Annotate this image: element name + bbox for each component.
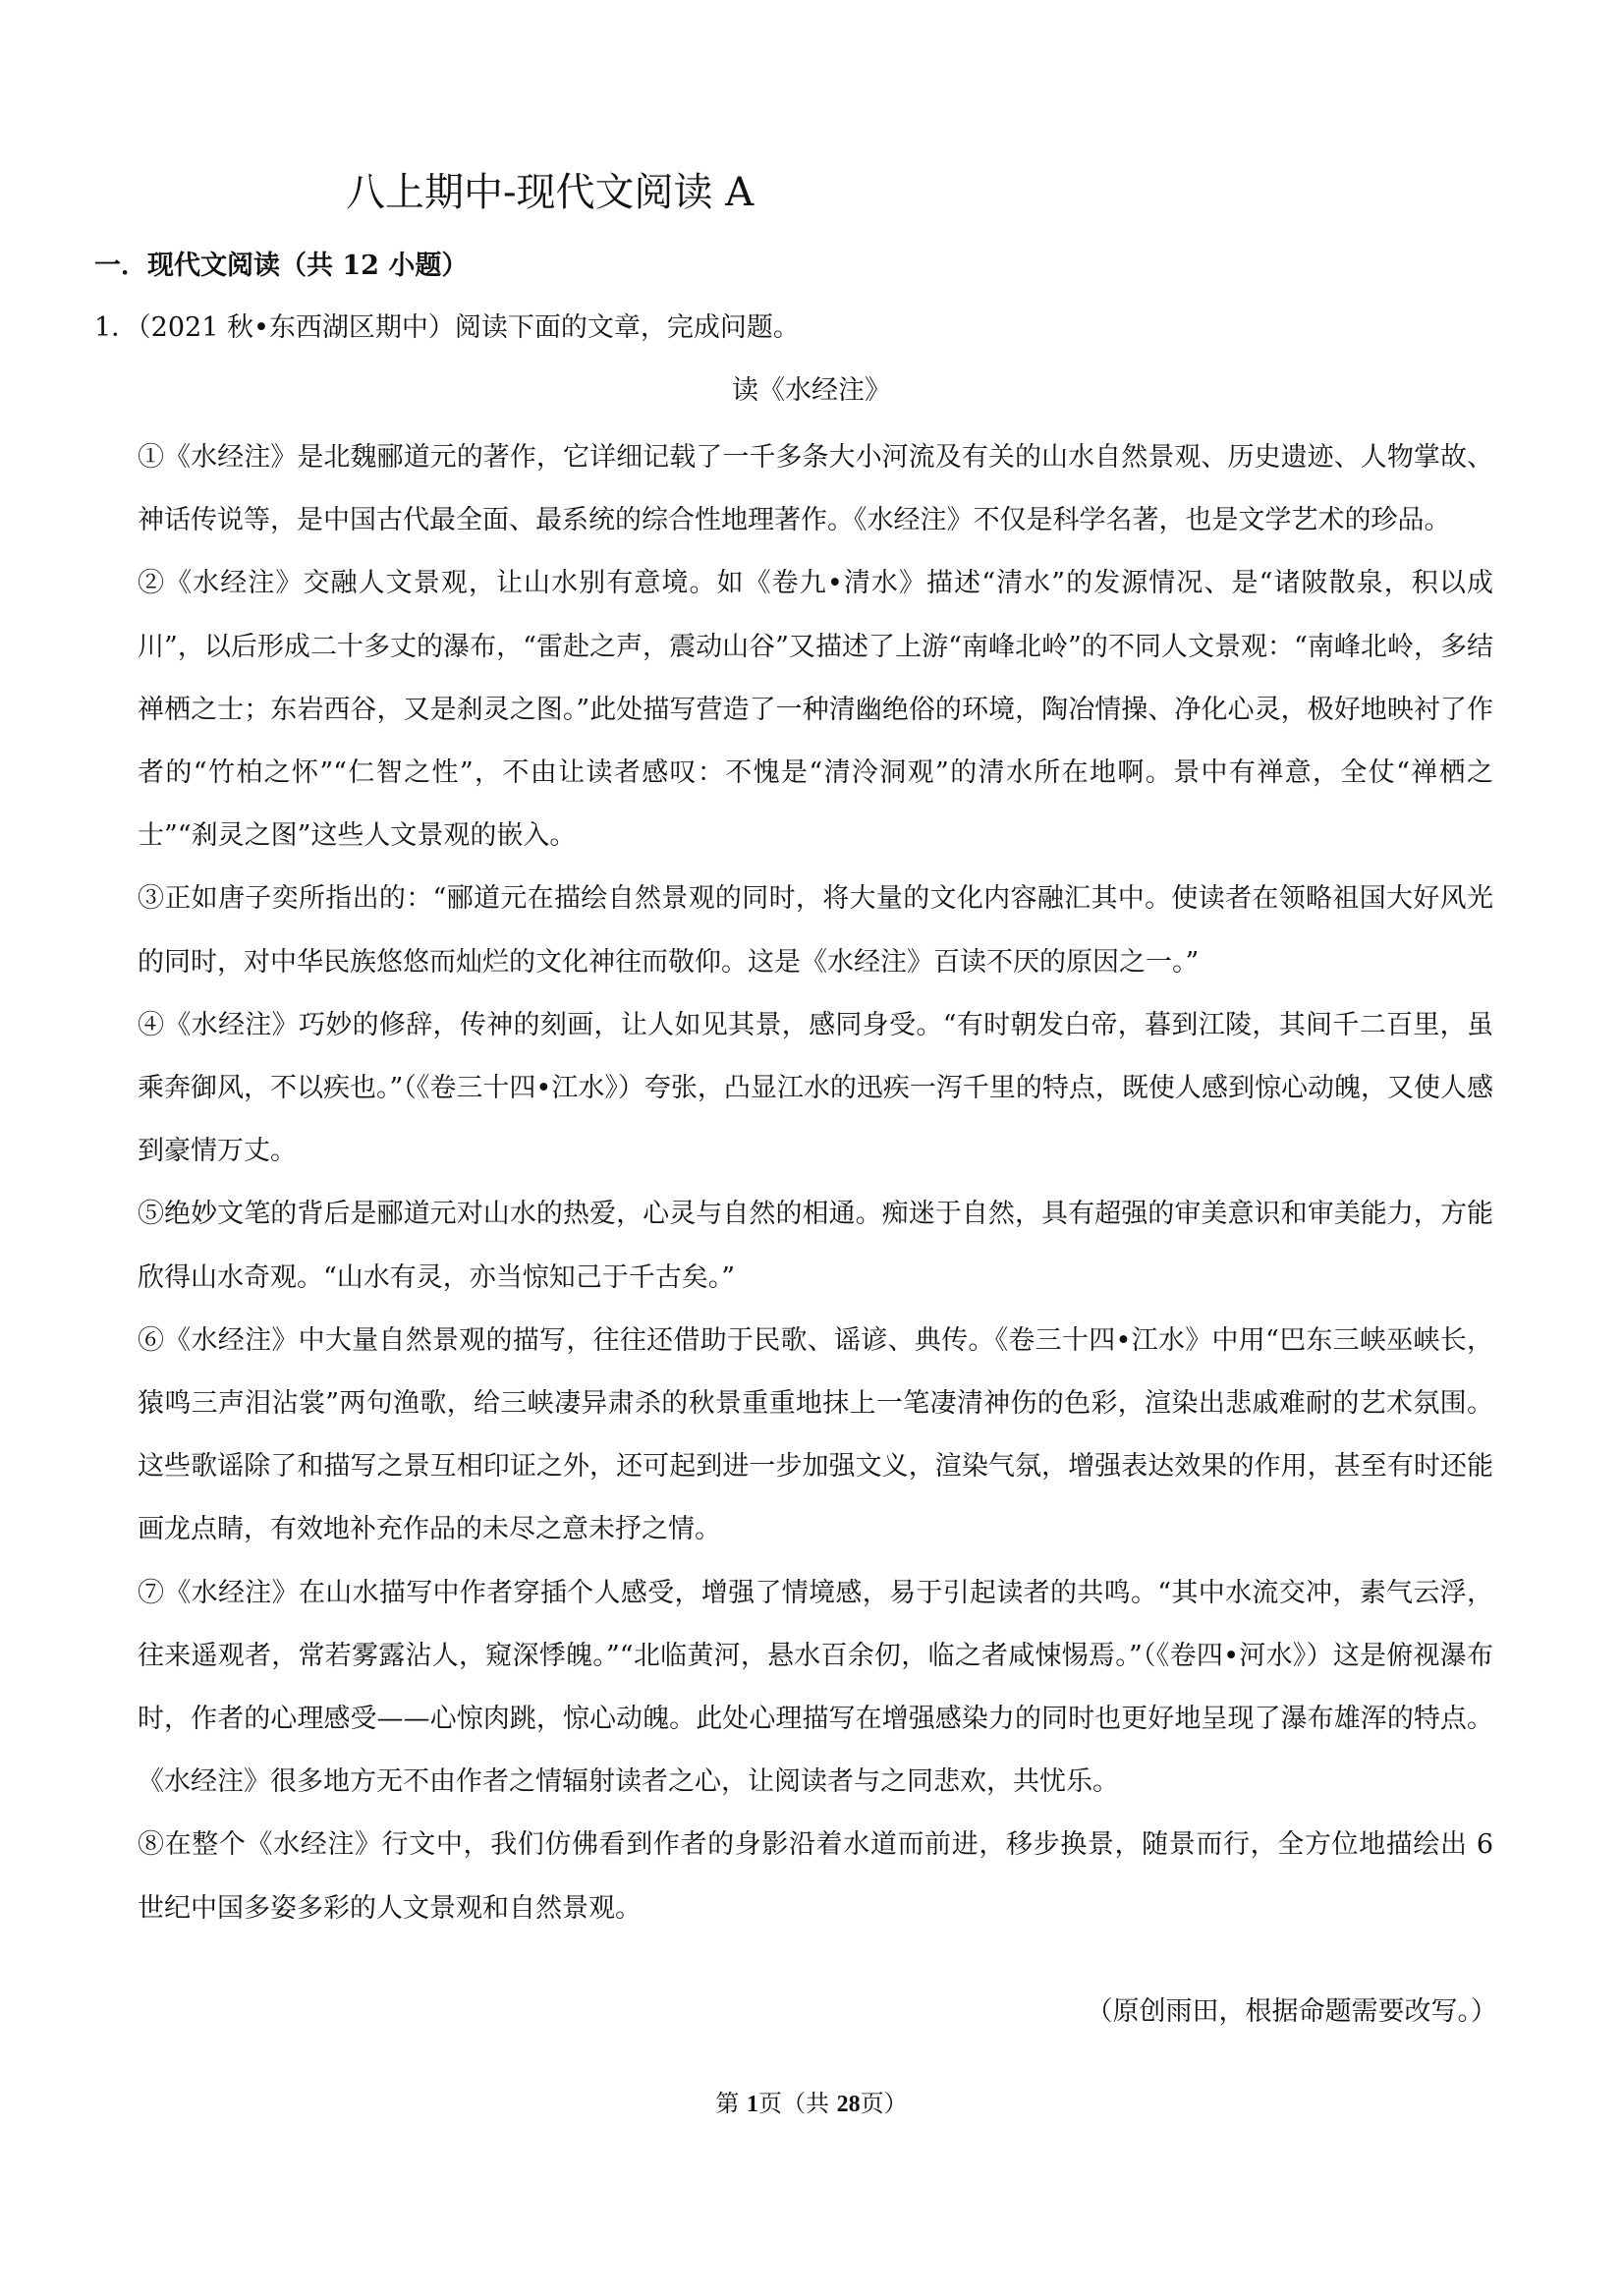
section-heading: 一．现代文阅读（共 12 小题） <box>94 251 469 281</box>
paragraph-2: ②《水经注》交融人文景观，让山水别有意境。如《卷九•清水》描述“清水”的发源情况、是“诸陂散泉，积以成川”，以后形成二十多丈的瀑布，“雷赴之声，震动山谷”又描述了上游“南峰北岭”的不同人文景观：“南峰北岭，多结禅栖之士；东岩西谷，又是刹灵之图。”此处描写营造了一种清幽绝俗的环境，陶冶情操、净化心灵，极好地映衬了作者的“竹柏之怀”“仁智之性”，不由让读者感叹：不愧是“清泠洞观”的清水所在地啊。景中有禅意，全仗“禅栖之士”“刹灵之图”这些人文景观的嵌入。 <box>138 568 1493 852</box>
paragraph-3: ③正如唐子奕所指出的：“郦道元在描绘自然景观的同时，将大量的文化内容融汇其中。使读者在领略祖国大好风光的同时，对中华民族悠悠而灿烂的文化神往而敬仰。这是《水经注》百读不厌的原因之一。” <box>138 883 1493 978</box>
paragraph-7: ⑦《水经注》在山水描写中作者穿插个人感受，增强了情境感，易于引起读者的共鸣。“其中水流交冲，素气云浮，往来遥观者，常若雾露沾人，窥深悸魄。”“北临黄河，悬水百余仞，临之者咸悚惕焉。”（《卷四•河水》）这是俯视瀑布时，作者的心理感受——心惊肉跳，惊心动魄。此处心理描写在增强感染力的同时也更好地呈现了瀑布雄浑的特点。《水经注》很多地方无不由作者之情辐射读者之心，让阅读者与之同悲欢，共忧乐。 <box>138 1577 1493 1798</box>
footer-middle: 页（共 <box>758 2090 837 2117</box>
question-intro: 1．（2021 秋•东西湖区期中）阅读下面的文章，完成问题。 <box>94 312 800 343</box>
page-footer <box>0 2088 1623 2120</box>
paragraph-8: ⑧在整个《水经注》行文中，我们仿佛看到作者的身影沿着水道而前进，移步换景，随景而行，全方位地描绘出 6 世纪中国多姿多彩的人文景观和自然景观。 <box>138 1829 1493 1924</box>
article-title: 读《水经注》 <box>732 375 891 406</box>
paragraph-5: ⑤绝妙文笔的背后是郦道元对山水的热爱，心灵与自然的相通。痴迷于自然，具有超强的审美意识和审美能力，方能欣得山水奇观。“山水有灵，亦当惊知己于千古矣。” <box>138 1199 1493 1293</box>
paragraph-6: ⑥《水经注》中大量自然景观的描写，往往还借助于民歌、谣谚、典传。《卷三十四•江水》中用“巴东三峡巫峡长，猿鸣三声泪沾裳”两句渔歌，给三峡凄异肃杀的秋景重重地抹上一笔凄清神伤的色彩，渲染出悲戚难耐的艺术氛围。这些歌谣除了和描写之景互相印证之外，还可起到进一步加强文义，渲染气氛，增强表达效果的作用，甚至有时还能画龙点睛，有效地补充作品的未尽之意未抒之情。 <box>138 1324 1493 1545</box>
footer-suffix: 页） <box>860 2090 908 2117</box>
footer-prefix: 第 <box>715 2090 747 2117</box>
source-note: （原创雨田，根据命题需要改写。） <box>1086 1996 1497 2027</box>
footer-page-number: 1 <box>747 2092 758 2117</box>
paragraph-4: ④《水经注》巧妙的修辞，传神的刻画，让人如见其景，感同身受。“有时朝发白帝，暮到江陵，其间千二百里，虽乘奔御风，不以疾也。”（《卷三十四•江水》）夸张，凸显江水的迅疾一泻千里的特点，既使人感到惊心动魄，又使人感到豪情万丈。 <box>138 1009 1493 1167</box>
article-body <box>138 426 1493 1940</box>
paragraph-1: ①《水经注》是北魏郦道元的著作，它详细记载了一千多条大小河流及有关的山水自然景观、历史遗迹、人物掌故、神话传说等，是中国古代最全面、最系统的综合性地理著作。《水经注》不仅是科学名著，也是文学艺术的珍品。 <box>138 442 1493 536</box>
footer-total-pages: 28 <box>836 2092 861 2117</box>
document-title: 八上期中-现代文阅读 A <box>346 170 755 215</box>
